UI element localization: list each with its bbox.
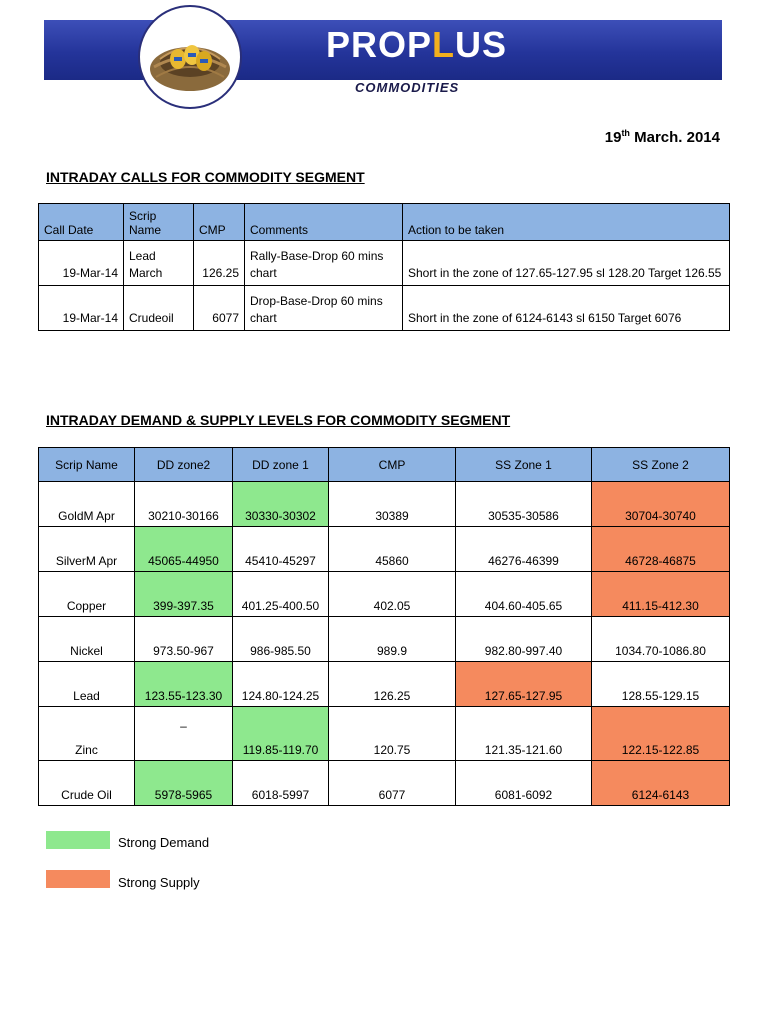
ss-zone1-cell: 404.60-405.65: [456, 572, 592, 617]
ss-zone1-cell: 982.80-997.40: [456, 617, 592, 662]
ss-zone1-cell: 6081-6092: [456, 761, 592, 806]
table-row: [39, 572, 730, 617]
scrip-cell: SilverM Apr: [39, 527, 135, 572]
action-cell: Short in the zone of 127.65-127.95 sl 128.20 Target 126.55: [403, 241, 730, 286]
nest-logo-icon: [138, 5, 242, 109]
strong-demand-label: Strong Demand: [118, 835, 210, 850]
table-row: [39, 662, 730, 707]
dd-zone1-cell: 401.25-400.50: [233, 572, 329, 617]
cmp-cell: 126.25: [329, 662, 456, 707]
column-header: SS Zone 2: [592, 448, 730, 482]
cmp-cell: 120.75: [329, 707, 456, 761]
dd-zone1-cell: 45410-45297: [233, 527, 329, 572]
comments-cell: Rally-Base-Drop 60 mins chart: [245, 241, 403, 286]
table-row: [39, 761, 730, 806]
dd-zone1-cell: 30330-30302: [233, 482, 329, 527]
dd-zone2-cell: 45065-44950: [135, 527, 233, 572]
ss-zone1-cell: 46276-46399: [456, 527, 592, 572]
report-date: 19th March. 2014: [604, 128, 720, 146]
ss-zone2-cell: 122.15-122.85: [592, 707, 730, 761]
calls-heading: INTRADAY CALLS FOR COMMODITY SEGMENT: [46, 169, 365, 185]
ss-zone2-cell: 46728-46875: [592, 527, 730, 572]
table-row: [39, 527, 730, 572]
table-row: [39, 617, 730, 662]
scrip-cell: Zinc: [39, 707, 135, 761]
table-row: [39, 241, 730, 286]
column-header: Scrip Name: [39, 448, 135, 482]
cmp-cell: 6077: [194, 286, 245, 331]
table-row: [39, 286, 730, 331]
levels-header-row: [39, 448, 730, 482]
ss-zone1-cell: 127.65-127.95: [456, 662, 592, 707]
cmp-cell: 989.9: [329, 617, 456, 662]
cmp-cell: 6077: [329, 761, 456, 806]
column-header: Call Date: [39, 204, 124, 241]
dd-zone2-cell: –: [135, 707, 233, 761]
ss-zone1-cell: 121.35-121.60: [456, 707, 592, 761]
ss-zone2-cell: 1034.70-1086.80: [592, 617, 730, 662]
column-header: Scrip Name: [124, 204, 194, 241]
levels-heading: INTRADAY DEMAND & SUPPLY LEVELS FOR COMMODITY SEGMENT: [46, 412, 511, 428]
scrip-name-cell: Crudeoil: [124, 286, 194, 331]
scrip-cell: Lead: [39, 662, 135, 707]
calls-header-row: [39, 204, 730, 241]
cmp-cell: 126.25: [194, 241, 245, 286]
ss-zone2-cell: 6124-6143: [592, 761, 730, 806]
cmp-cell: 402.05: [329, 572, 456, 617]
scrip-cell: Crude Oil: [39, 761, 135, 806]
dd-zone2-cell: 30210-30166: [135, 482, 233, 527]
strong-demand-swatch: [46, 831, 110, 849]
dd-zone2-cell: 123.55-123.30: [135, 662, 233, 707]
ss-zone2-cell: 30704-30740: [592, 482, 730, 527]
levels-table: [38, 447, 730, 806]
scrip-name-cell: Lead March: [124, 241, 194, 286]
column-header: SS Zone 1: [456, 448, 592, 482]
scrip-cell: GoldM Apr: [39, 482, 135, 527]
dd-zone2-cell: 973.50-967: [135, 617, 233, 662]
column-header: CMP: [194, 204, 245, 241]
dd-zone2-cell: 399-397.35: [135, 572, 233, 617]
column-header: DD zone2: [135, 448, 233, 482]
column-header: Comments: [245, 204, 403, 241]
column-header: DD zone 1: [233, 448, 329, 482]
scrip-cell: Copper: [39, 572, 135, 617]
action-cell: Short in the zone of 6124-6143 sl 6150 Target 6076: [403, 286, 730, 331]
ss-zone2-cell: 411.15-412.30: [592, 572, 730, 617]
brand-subtitle: COMMODITIES: [355, 80, 460, 95]
column-header: CMP: [329, 448, 456, 482]
calls-table: [38, 203, 730, 331]
ss-zone2-cell: 128.55-129.15: [592, 662, 730, 707]
dd-zone1-cell: 119.85-119.70: [233, 707, 329, 761]
call-date-cell: 19-Mar-14: [39, 241, 124, 286]
table-row: [39, 482, 730, 527]
comments-cell: Drop-Base-Drop 60 mins chart: [245, 286, 403, 331]
scrip-cell: Nickel: [39, 617, 135, 662]
dd-zone1-cell: 124.80-124.25: [233, 662, 329, 707]
dd-zone2-cell: 5978-5965: [135, 761, 233, 806]
column-header: Action to be taken: [403, 204, 730, 241]
brand-logo-text: PROPLUS: [326, 24, 508, 65]
cmp-cell: 30389: [329, 482, 456, 527]
ss-zone1-cell: 30535-30586: [456, 482, 592, 527]
cmp-cell: 45860: [329, 527, 456, 572]
call-date-cell: 19-Mar-14: [39, 286, 124, 331]
strong-supply-label: Strong Supply: [118, 875, 200, 890]
dd-zone1-cell: 6018-5997: [233, 761, 329, 806]
table-row: [39, 707, 730, 761]
dd-zone1-cell: 986-985.50: [233, 617, 329, 662]
strong-supply-swatch: [46, 870, 110, 888]
